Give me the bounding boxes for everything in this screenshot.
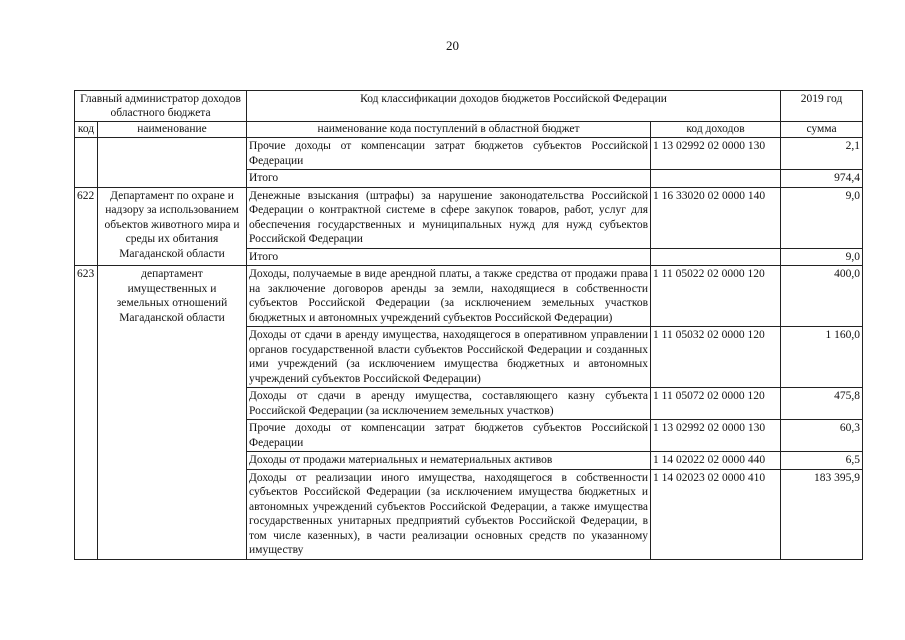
- income-code-cell: 1 13 02992 02 0000 130: [651, 420, 781, 452]
- amount-cell: 400,0: [781, 266, 863, 327]
- header-admin: Главный администратор доходов областного бюджета: [75, 91, 247, 122]
- income-name-cell: Прочие доходы от компенсации затрат бюджетов субъектов Российской Федерации: [247, 420, 651, 452]
- subheader-income-name: наименование кода поступлений в областной бюджет: [247, 122, 651, 138]
- subheader-income-code: код доходов: [651, 122, 781, 138]
- amount-cell: 9,0: [781, 187, 863, 248]
- income-name-cell: Доходы от реализации иного имущества, находящегося в собственности субъектов Российской Федерации (за исключением имущества бюджетных и автономных учреждений субъектов Российской Федерации, а также имущества государственных унитарных предприятий субъектов Российской Федерации, в том числе казенных), в части реализации основных средств по указанному имуществу: [247, 469, 651, 559]
- income-name-cell: Прочие доходы от компенсации затрат бюджетов субъектов Российской Федерации: [247, 138, 651, 170]
- subheader-kod: код: [75, 122, 98, 138]
- income-name-cell: Денежные взыскания (штрафы) за нарушение законодательства Российской Федерации о контрактной системе в сфере закупок товаров, работ, услуг для обеспечения государственных и муниципальных нужд для нужд субъектов Российской Федерации: [247, 187, 651, 248]
- income-name-cell: Доходы от продажи материальных и нематериальных активов: [247, 452, 651, 470]
- income-code-cell: [651, 248, 781, 266]
- table-row: [75, 187, 863, 248]
- page-number: 20: [446, 38, 459, 53]
- amount-cell: 6,5: [781, 452, 863, 470]
- table-row: [75, 138, 863, 170]
- subheader-name: наименование: [98, 122, 247, 138]
- income-code-cell: 1 14 02022 02 0000 440: [651, 452, 781, 470]
- total-amount: 9,0: [781, 248, 863, 266]
- income-name-cell: Доходы от сдачи в аренду имущества, находящегося в оперативном управлении органов государственной власти субъектов Российской Федерации и созданных ими учреждений (за исключением имущества бюджетных и автономных учреждений субъектов Российской Федерации): [247, 327, 651, 388]
- admin-name-cell: департамент имущественных и земельных отношений Магаданской области: [98, 266, 247, 560]
- income-code-cell: [651, 170, 781, 188]
- income-code-cell: 1 11 05072 02 0000 120: [651, 388, 781, 420]
- table-row: [75, 266, 863, 327]
- total-amount: 974,4: [781, 170, 863, 188]
- admin-code-cell: [75, 138, 98, 188]
- income-name-cell: Доходы от сдачи в аренду имущества, составляющего казну субъекта Российской Федерации (за исключением земельных участков): [247, 388, 651, 420]
- table-subheader-row: [75, 122, 863, 138]
- subheader-sum: сумма: [781, 122, 863, 138]
- income-code-cell: 1 11 05022 02 0000 120: [651, 266, 781, 327]
- amount-cell: 183 395,9: [781, 469, 863, 559]
- admin-code-cell: 623: [75, 266, 98, 560]
- budget-income-table: [74, 90, 863, 560]
- income-name-cell: Доходы, получаемые в виде арендной платы, а также средства от продажи права на заключение договоров аренды за земли, находящиеся в собственности субъектов Российской Федерации (за исключением земельных участков бюджетных и автономных учреждений субъектов Российской Федерации): [247, 266, 651, 327]
- admin-code-cell: 622: [75, 187, 98, 266]
- admin-name-cell: Департамент по охране и надзору за использованием объектов животного мира и среды их обитания Магаданской области: [98, 187, 247, 266]
- admin-name-cell: [98, 138, 247, 188]
- total-label: Итого: [247, 248, 651, 266]
- amount-cell: 2,1: [781, 138, 863, 170]
- amount-cell: 60,3: [781, 420, 863, 452]
- table-header-row: [75, 91, 863, 122]
- income-code-cell: 1 11 05032 02 0000 120: [651, 327, 781, 388]
- amount-cell: 1 160,0: [781, 327, 863, 388]
- total-label: Итого: [247, 170, 651, 188]
- amount-cell: 475,8: [781, 388, 863, 420]
- income-code-cell: 1 14 02023 02 0000 410: [651, 469, 781, 559]
- header-classification-code: Код классификации доходов бюджетов Российской Федерации: [247, 91, 781, 122]
- header-year: 2019 год: [781, 91, 863, 122]
- income-code-cell: 1 13 02992 02 0000 130: [651, 138, 781, 170]
- income-code-cell: 1 16 33020 02 0000 140: [651, 187, 781, 248]
